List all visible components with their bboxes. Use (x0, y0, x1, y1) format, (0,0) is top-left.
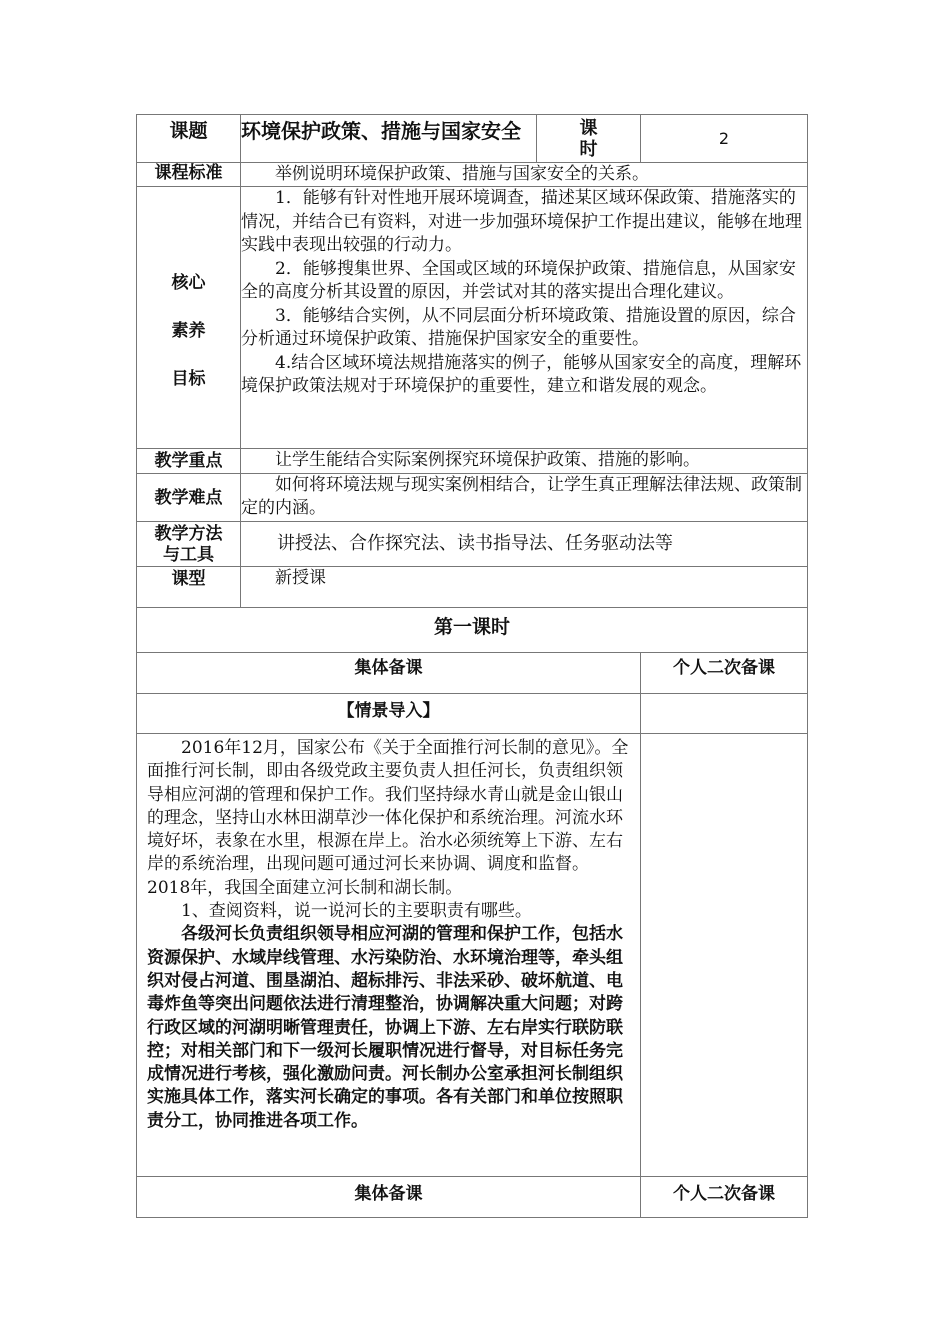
topic-value: 环境保护政策、措施与国家安全 (241, 115, 537, 163)
lesson-type-label: 课型 (137, 567, 241, 608)
group-prep-header: 集体备课 (137, 653, 641, 694)
core-goals-content (241, 187, 808, 449)
core-goals-label-2: 素养 (171, 321, 206, 341)
hours-label-line-1: 课 (579, 118, 598, 139)
difficulty-text: 如何将环境法规与现实案例相结合，让学生真正理解法律法规、政策制定的内涵。 (241, 475, 802, 518)
core-goals-row (137, 187, 808, 449)
group-prep-header-2: 集体备课 (137, 1177, 641, 1218)
key-point-row (137, 449, 808, 474)
key-point-text: 让学生能结合实际案例探究环境保护政策、措施的影响。 (275, 450, 700, 470)
personal-prep-header-2: 个人二次备课 (641, 1177, 808, 1218)
methods-label-2: 与工具 (163, 545, 214, 565)
intro-heading: 【情景导入】 (137, 694, 641, 734)
hours-value: 2 (641, 115, 808, 163)
methods-value (241, 522, 808, 567)
goal-item-3: 3．能够结合实例，从不同层面分析环境政策、措施设置的原因，综合分析通过环境保护政策、措施保护国家安全的重要性。 (241, 305, 796, 349)
intro-question: 1、查阅资料，说一说河长的主要职责有哪些。 (181, 901, 532, 922)
methods-row (137, 522, 808, 567)
goal-item-1: 1．能够有针对性地开展环境调查，描述某区域环保政策、措施落实的情况，并结合已有资料，对进一步加强环境保护工作提出建议，能够在地理实践中表现出较强的行动力。 (241, 188, 802, 255)
intro-heading-row (137, 694, 808, 734)
methods-label (137, 522, 241, 567)
intro-paragraph: 2016年12月，国家公布《关于全面推行河长制的意见》。全面推行河长制，即由各级党政主要负责人担任河长，负责组织领导相应河湖的管理和保护工作。我们坚持绿水青山就是金山银山的理念，坚持山水林田湖草沙一体化保护和系统治理。河流水环境好坏，表象在水里，根源在岸上。治水必须统筹上下游、左右岸的系统治理，出现问题可通过河长来协调、调度和监督。2018年，我国全面建立河长制和湖长制。 (147, 738, 629, 898)
intro-heading-personal-cell (641, 694, 808, 734)
lesson-type-text: 新授课 (275, 568, 326, 588)
standard-label: 课程标准 (137, 163, 241, 187)
columns-row-2 (137, 1177, 808, 1218)
standard-text: 举例说明环境保护政策、措施与国家安全的关系。 (275, 164, 649, 184)
key-point-value (241, 449, 808, 474)
methods-label-1: 教学方法 (154, 524, 223, 544)
period-row (137, 608, 808, 653)
intro-content-row (137, 734, 808, 1177)
intro-answer: 各级河长负责组织领导相应河湖的管理和保护工作，包括水资源保护、水域岸线管理、水污染防治、水环境治理等，牵头组织对侵占河道、围垦湖泊、超标排污、非法采砂、破坏航道、电毒炸鱼等突出问题依法进行清理整治，协调解决重大问题；对跨行政区域的河湖明晰管理责任，协调上下游、左右岸实行联防联控；对相关部门和下一级河长履职情况进行督导，对目标任务完成情况进行考核，强化激励问责。河长制办公室承担河长制组织实施具体工作，落实河长确定的事项。各有关部门和单位按照职责分工，协同推进各项工作。 (147, 924, 623, 1131)
difficulty-value (241, 474, 808, 522)
difficulty-row (137, 474, 808, 522)
difficulty-label: 教学难点 (137, 474, 241, 522)
core-goals-label-3: 目标 (171, 369, 206, 389)
topic-label: 课题 (137, 115, 241, 163)
standard-value (241, 163, 808, 187)
goal-item-4: 4.结合区域环境法规措施落实的例子，能够从国家安全的高度，理解环境保护政策法规对于环境保护的重要性，建立和谐发展的观念。 (241, 352, 802, 396)
standard-row (137, 163, 808, 187)
core-goals-label (137, 187, 241, 449)
hours-label-line-2: 时 (579, 139, 598, 160)
lesson-type-value (241, 567, 808, 608)
period-title: 第一课时 (137, 608, 808, 653)
lesson-plan-table (136, 114, 808, 1218)
intro-content (137, 734, 641, 1177)
lesson-type-row (137, 567, 808, 608)
key-point-label: 教学重点 (137, 449, 241, 474)
personal-prep-header: 个人二次备课 (641, 653, 808, 694)
core-goals-label-1: 核心 (171, 273, 206, 293)
goal-item-2: 2．能够搜集世界、全国或区域的环境保护政策、措施信息，从国家安全的高度分析其设置的原因，并尝试对其的落实提出合理化建议。 (241, 258, 796, 302)
hours-label (537, 115, 641, 163)
methods-text: 讲授法、合作探究法、读书指导法、任务驱动法等 (277, 533, 673, 554)
intro-personal-cell (641, 734, 808, 1177)
topic-row (137, 115, 808, 163)
columns-row-1 (137, 653, 808, 694)
